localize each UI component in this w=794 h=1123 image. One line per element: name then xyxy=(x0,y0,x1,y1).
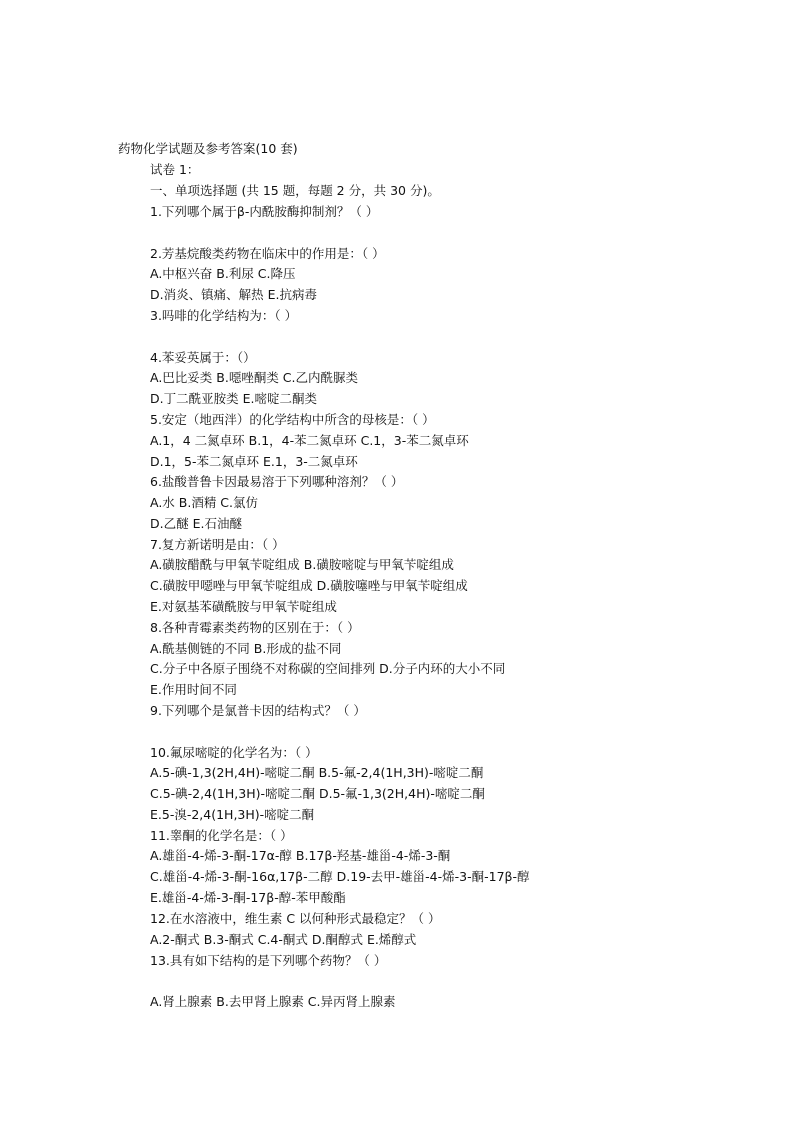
question-8-options-line-3: E.作用时间不同 xyxy=(150,682,237,697)
document-title: 药物化学试题及参考答案(10 套) xyxy=(118,141,298,156)
question-5-options-line-2: D.1，5-苯二氮卓环 E.1，3-二氮卓环 xyxy=(150,454,358,469)
question-8-options-line-2: C.分子中各原子围绕不对称碳的空间排列 D.分子内环的大小不同 xyxy=(150,661,506,676)
question-6-options-line-1: A.水 B.酒精 C.氯仿 xyxy=(150,495,259,510)
question-10: 10.氟尿嘧啶的化学名为：（ ） xyxy=(150,745,318,760)
question-12: 12.在水溶液中，维生素 C 以何种形式最稳定？（ ） xyxy=(150,911,441,926)
question-7-options-line-1: A.磺胺醋酰与甲氧苄啶组成 B.磺胺嘧啶与甲氧苄啶组成 xyxy=(150,557,454,572)
question-6-options-line-2: D.乙醚 E.石油醚 xyxy=(150,516,242,531)
question-4-options-line-1: A.巴比妥类 B.噁唑酮类 C.乙内酰脲类 xyxy=(150,370,359,385)
question-13-options: A.肾上腺素 B.去甲肾上腺素 C.异丙肾上腺素 xyxy=(150,994,396,1009)
question-4: 4.苯妥英属于：（） xyxy=(150,350,256,365)
question-7: 7.复方新诺明是由：（ ） xyxy=(150,537,285,552)
question-3: 3.吗啡的化学结构为：（ ） xyxy=(150,308,298,323)
question-7-options-line-3: E.对氨基苯磺酰胺与甲氧苄啶组成 xyxy=(150,599,337,614)
question-13: 13.具有如下结构的是下列哪个药物？（ ） xyxy=(150,953,387,968)
question-1: 1.下列哪个属于β-内酰胺酶抑制剂？（ ） xyxy=(150,204,379,219)
question-11: 11.睾酮的化学名是：（ ） xyxy=(150,828,293,843)
question-10-options-line-2: C.5-碘-2,4(1H,3H)-嘧啶二酮 D.5-氟-1,3(2H,4H)-嘧啶二酮 xyxy=(150,786,485,801)
question-5: 5.安定（地西泮）的化学结构中所含的母核是：（ ） xyxy=(150,412,435,427)
question-11-options-line-3: E.雄甾-4-烯-3-酮-17β-醇-苯甲酸酯 xyxy=(150,890,346,905)
question-8-options-line-1: A.酰基侧链的不同 B.形成的盐不同 xyxy=(150,641,342,656)
question-8: 8.各种青霉素类药物的区别在于：（ ） xyxy=(150,620,360,635)
question-9: 9.下列哪个是氯普卡因的结构式？（ ） xyxy=(150,703,366,718)
question-6: 6.盐酸普鲁卡因最易溶于下列哪种溶剂？（ ） xyxy=(150,474,404,489)
question-2-options-line-1: A.中枢兴奋 B.利尿 C.降压 xyxy=(150,266,296,281)
question-5-options-line-1: A.1，4 二氮卓环 B.1，4-苯二氮卓环 C.1，3-苯二氮卓环 xyxy=(150,433,469,448)
question-11-options-line-2: C.雄甾-4-烯-3-酮-16α,17β-二醇 D.19-去甲-雄甾-4-烯-3-酮-17β-醇 xyxy=(150,869,530,884)
question-11-options-line-1: A.雄甾-4-烯-3-酮-17α-醇 B.17β-羟基-雄甾-4-烯-3-酮 xyxy=(150,848,451,863)
question-10-options-line-3: E.5-溴-2,4(1H,3H)-嘧啶二酮 xyxy=(150,807,315,822)
paper-label: 试卷 1： xyxy=(150,162,200,177)
question-4-options-line-2: D.丁二酰亚胺类 E.嘧啶二酮类 xyxy=(150,391,317,406)
section-heading: 一、单项选择题 (共 15 题，每题 2 分，共 30 分)。 xyxy=(150,183,440,198)
question-2: 2.芳基烷酸类药物在临床中的作用是：（ ） xyxy=(150,246,385,261)
question-7-options-line-2: C.磺胺甲噁唑与甲氧苄啶组成 D.磺胺噻唑与甲氧苄啶组成 xyxy=(150,578,468,593)
question-10-options-line-1: A.5-碘-1,3(2H,4H)-嘧啶二酮 B.5-氟-2,4(1H,3H)-嘧啶二酮 xyxy=(150,765,484,780)
question-12-options: A.2-酮式 B.3-酮式 C.4-酮式 D.酮醇式 E.烯醇式 xyxy=(150,932,417,947)
question-2-options-line-2: D.消炎、镇痛、解热 E.抗病毒 xyxy=(150,287,317,302)
